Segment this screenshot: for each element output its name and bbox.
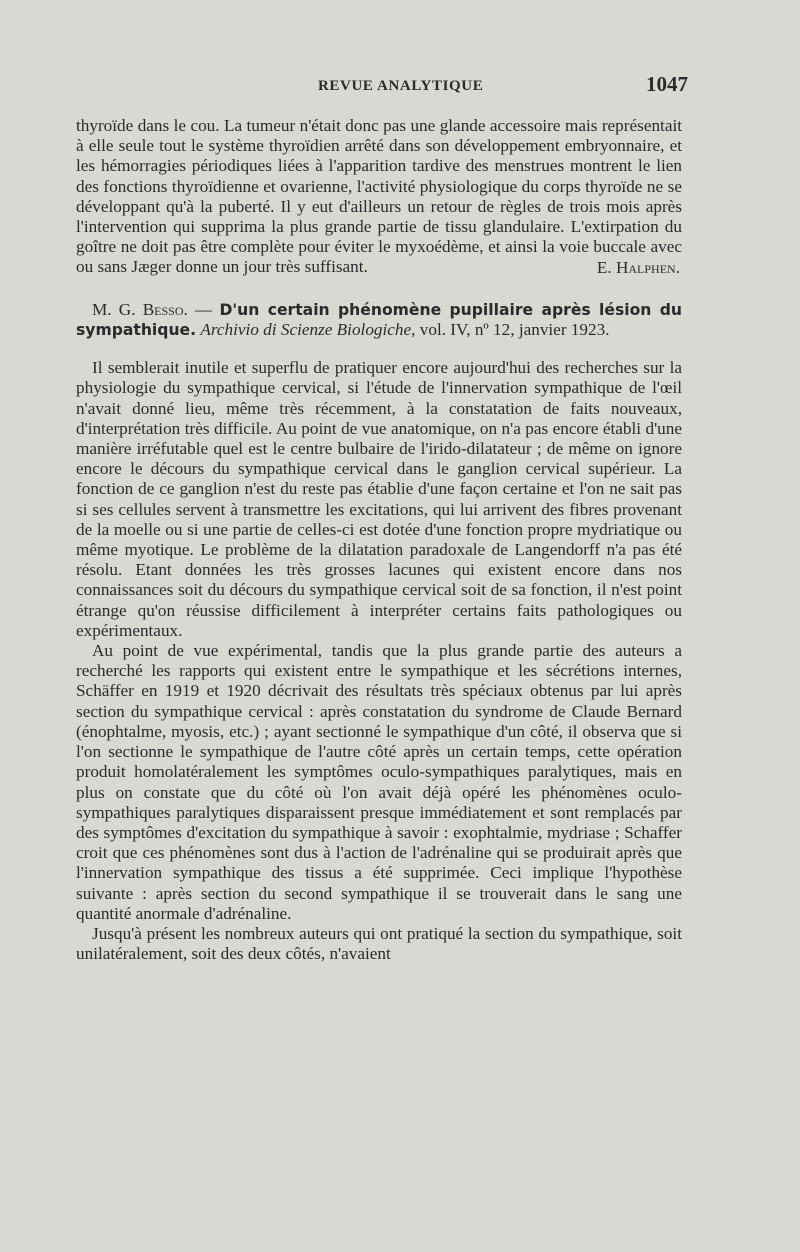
heading-separator: — [187, 299, 220, 319]
journal-citation: vol. IV, nº 12, janvier 1923. [415, 320, 610, 340]
body-paragraph: Il semblerait inutile et superflu de pratiquer encore aujourd'hui des recherches sur la physiologie du sympathique cervical, si l'étude de l'innervation sympathique de l'œil n'avait donné lieu, même très récemment, à la constatation de faits nouveaux, d'interprétation très difficile. Au point de vue anatomique, on n'a pas encore établi d'une manière irréfutable quel est le centre bulbaire de l'irido-dilatateur ; de même on ignore encore le décours du sympathique cervical dans le ganglion cervical supérieur. La fonction de ce ganglion n'est du reste pas établie d'une façon certaine et l'on ne sait pas si ses cellules servent à transmettre les excitations, qui lui arrivent des fibres provenant de la moelle ou si une partie de celles-ci est dotée d'une fonction propre mydriatique ou même myotique. Le problème de la dilatation paradoxale de Langendorff n'a pas été résolu. Etant données les très grosses lacunes qui existent encore dans nos connaissances soit du décours du sympathique cervical soit de sa fonction, il n'est point étrange qu'on réussise difficilement à interpréter certains faits pathologiques ou expérimentaux. [76, 358, 682, 640]
article-title: D'un certain phénomène pupillaire après lésion du sympathique. [76, 300, 682, 340]
review-signature: E. Halphen. [596, 257, 680, 277]
article-author: M. G. Besso. [92, 299, 188, 319]
page-header [0, 66, 800, 96]
page-number: 1047 [646, 72, 688, 96]
page-body [76, 116, 682, 964]
body-paragraph: Au point de vue expérimental, tandis que la plus grande partie des auteurs a recherché les rapports qui existent entre le sympathique et les sécrétions internes, Schäffer en 1919 et 1920 décrivait des résultats très spéciaux obtenus par lui après section du sympathique cervical : après constatation du syndrome de Claude Bernard (énophtalme, myosis, etc.) ; ayant sectionné le sympathique d'un côté, il observa que si l'on sectionne le sympathique de l'autre côté après un certain temps, cette opération produit homolatéralement les symptômes oculo-sympathiques paralytiques, mais en plus on constate que du côté où l'on avait déjà opéré les phénomènes oculo-sympathiques paralytiques disparaissent presque immédiatement et sont remplacés par des symptômes d'excitation du sympathique à savoir : exophtalmie, mydriase ; Schaffer croit que ces phénomènes sont dus à l'action de l'adrénaline qui se produirait après que l'innervation sympathique des tissus a été supprimée. Ceci implique l'hypothèse suivante : après section du second sympathique il se trouverait dans le sang une quantité anormale d'adrénaline. [76, 641, 682, 923]
article-heading [76, 300, 682, 340]
previous-review-text: thyroïde dans le cou. La tumeur n'était donc pas une glande accessoire mais représentait à elle seule tout le système thyroïdien arrêté dans son développement embryonnaire, et les hémorragies périodiques liées à l'apparition tardive des menstrues montrent le lien des fonctions thyroïdienne et ovarienne, l'activité physiologique du corps thyroïde ne se développant qu'à la puberté. Il y eut d'ailleurs un retour de règles de trois mois après l'intervention qui supprima la plus grande partie de tissu glandulaire. L'extirpation du goître ne doit pas être complète pour éviter le myxoédème, et ainsi la voie buccale avec ou sans Jæger donne un jour très suffisant. [76, 116, 682, 277]
journal-name: Archivio di Scienze Biologiche, [200, 320, 416, 340]
running-title: REVUE ANALYTIQUE [318, 78, 484, 94]
body-paragraph: Jusqu'à présent les nombreux auteurs qui ont pratiqué la section du sympathique, soit unilatéralement, soit des deux côtés, n'avaient [76, 923, 682, 964]
